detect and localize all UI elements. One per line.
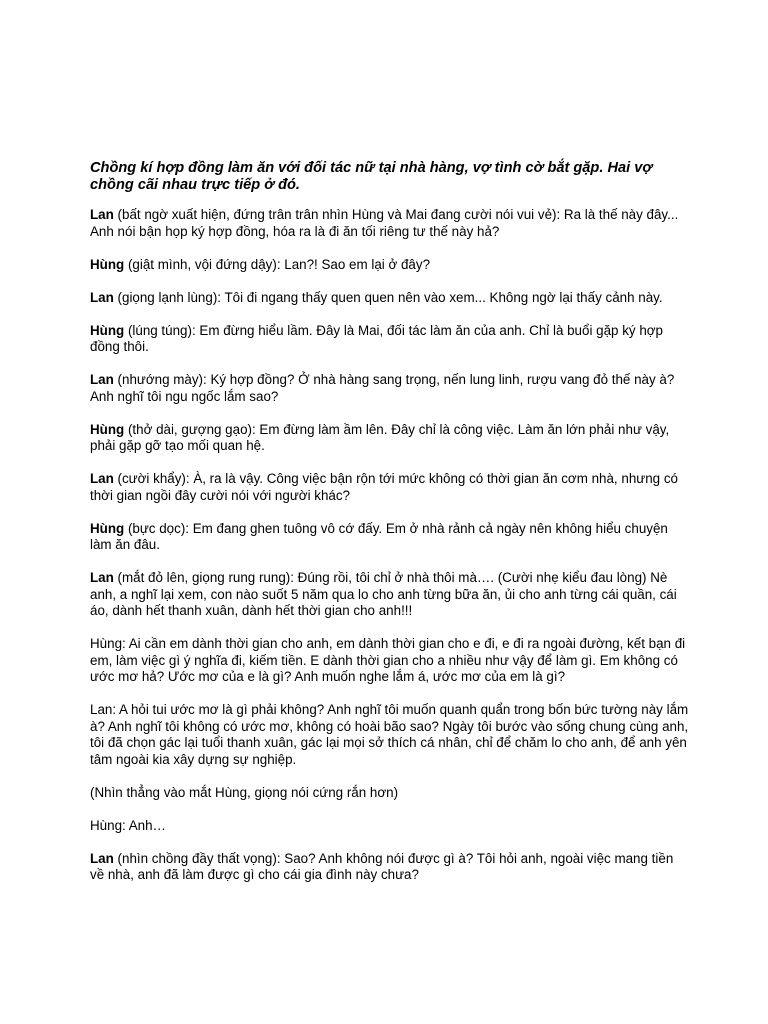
dialogue-text: (nhướng mày): Ký hợp đồng? Ở nhà hàng sang trọng, nến lung linh, rượu vang đỏ thế này à? Anh nghĩ tôi ngu ngốc lắm sao?: [90, 372, 675, 404]
dialogue-text: (Nhìn thẳng vào mắt Hùng, giọng nói cứng rắn hơn): [90, 784, 399, 800]
dialogue-text: (cười khẩy): À, ra là vậy. Công việc bận rộn tới mức không có thời gian ăn cơm nhà, nhưng có thời gian ngồi đây cười nói với người khác?: [90, 471, 678, 503]
dialogue-text: Hùng: Ai cần em dành thời gian cho anh, em dành thời gian cho e đi, e đi ra ngoài đường, kết bạn đi em, làm việc gì ý nghĩa đi, kiếm tiền. E dành thời gian cho a nhiều như vậy để làm gì. Em không có ước mơ hả? Ước mơ của e là gì? Anh muốn nghe lắm á, ước mơ của em là gì?: [90, 636, 686, 684]
speaker-name: Lan: [90, 570, 114, 585]
speaker-name: Lan: [90, 850, 114, 866]
dialogue-text: Hùng: Anh…: [90, 817, 166, 833]
speaker-name: Hùng: [90, 421, 125, 437]
dialogue-paragraph: [90, 422, 690, 455]
dialogue-paragraph: [90, 702, 690, 768]
dialogue-paragraph: [90, 323, 690, 356]
dialogue-paragraph: [90, 570, 690, 620]
dialogue-paragraph: [90, 372, 690, 405]
dialogue-text: (thở dài, gượng gạo): Em đừng làm ầm lên. Đây chỉ là công việc. Làm ăn lớn phải như vậy, phải gặp gỡ tạo mối quan hệ.: [90, 421, 670, 453]
dialogue-paragraph: [90, 471, 690, 504]
speaker-name: Lan: [90, 372, 114, 387]
dialogue-text: Lan: A hỏi tui ước mơ là gì phải không? Anh nghĩ tôi muốn quanh quẩn trong bốn bức tường này lắm à? Anh nghĩ tôi không có ước mơ, không có hoài bão sao? Ngày tôi bước vào sống chung cùng anh, tôi đã chọn gác lại tuổi thanh xuân, gác lại mọi sở thích cá nhân, chỉ để chăm lo cho anh, để anh yên tâm ngoài kia xây dựng sự nghiệp.: [90, 702, 689, 767]
dialogue-paragraph: [90, 257, 690, 274]
dialogue-text: (mắt đỏ lên, giọng rung rung): Đúng rồi, tôi chỉ ở nhà thôi mà…. (Cười nhẹ kiểu đau lòng) Nè anh, a nghĩ lại xem, con nào suốt 5 năm qua lo cho anh từng bữa ăn, ủi cho anh từng cái quần, cái áo, dành hết thanh xuân, dành hết thời gian cho anh!!!: [90, 570, 677, 618]
dialogue-text: (giật mình, vội đứng dậy): Lan?! Sao em lại ở đây?: [124, 256, 431, 272]
stage-direction: [90, 785, 690, 802]
dialogue-paragraph: [90, 818, 690, 835]
speaker-name: Lan: [90, 289, 114, 305]
speaker-name: Hùng: [90, 256, 125, 272]
speaker-name: Hùng: [90, 520, 125, 536]
dialogue-paragraph: [90, 207, 690, 240]
dialogue-text: (bất ngờ xuất hiện, đứng trân trân nhìn Hùng và Mai đang cười nói vui vẻ): Ra là thế này đây... Anh nói bận họp ký hợp đồng, hóa ra là đi ăn tối riêng tư thế này hả?: [90, 207, 679, 239]
dialogue-paragraph: [90, 851, 690, 884]
document-title: Chồng kí hợp đồng làm ăn với đối tác nữ tại nhà hàng, vợ tình cờ bắt gặp. Hai vợ chồng cãi nhau trực tiếp ở đó.: [90, 160, 653, 193]
document-page: [90, 160, 690, 900]
speaker-name: Lan: [90, 207, 114, 222]
dialogue-paragraph: [90, 521, 690, 554]
dialogue-text: (lúng túng): Em đừng hiểu lầm. Đây là Mai, đối tác làm ăn của anh. Chỉ là buổi gặp ký hợp đồng thôi.: [90, 322, 663, 354]
dialogue-text: (nhìn chồng đầy thất vọng): Sao? Anh không nói được gì à? Tôi hỏi anh, ngoài việc mang tiền về nhà, anh đã làm được gì cho cái gia đình này chưa?: [90, 850, 674, 882]
speaker-name: Lan: [90, 471, 114, 486]
dialogue-paragraph: [90, 636, 690, 686]
dialogue-text: (giọng lạnh lùng): Tôi đi ngang thấy quen quen nên vào xem... Không ngờ lại thấy cảnh này.: [113, 289, 663, 305]
dialogue-paragraph: [90, 290, 690, 307]
dialogue-text: (bực dọc): Em đang ghen tuông vô cớ đấy. Em ở nhà rảnh cả ngày nên không hiểu chuyện làm ăn đâu.: [90, 520, 668, 552]
speaker-name: Hùng: [90, 322, 125, 338]
